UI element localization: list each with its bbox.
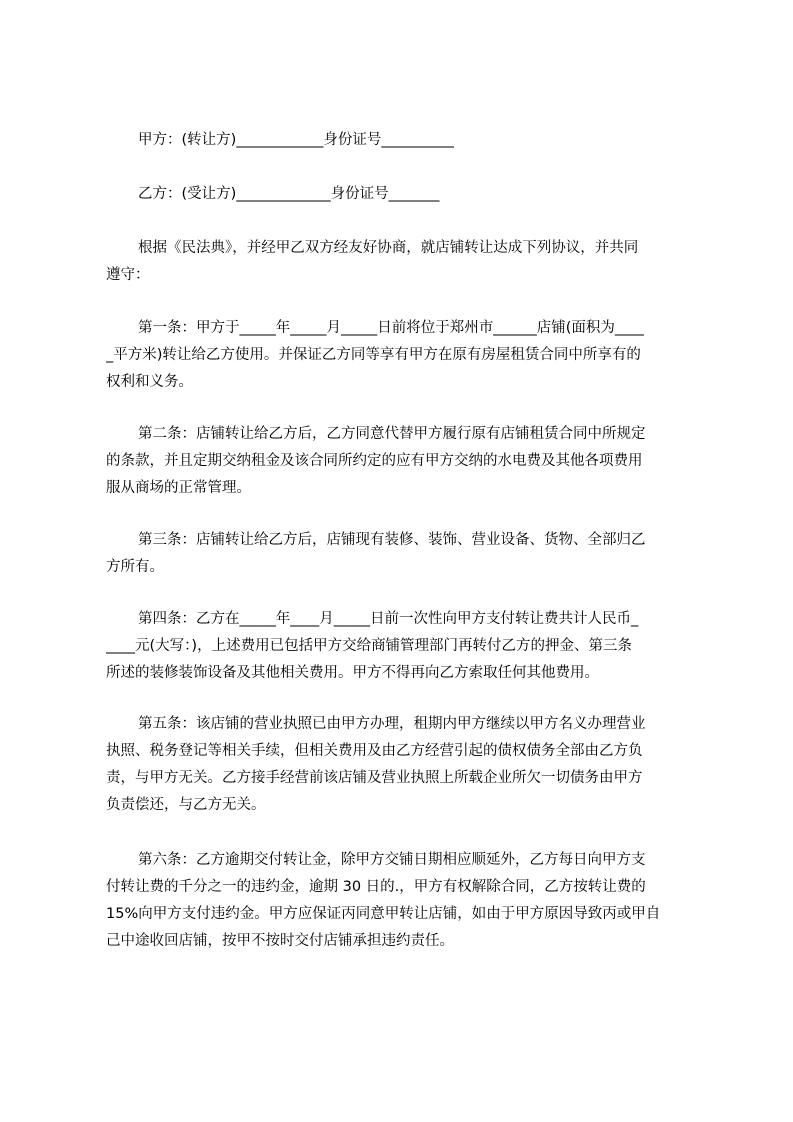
- article-3-line: 第三条：店铺转让给乙方后，店铺现有装修、装饰、营业设备、货物、全部归乙: [138, 532, 646, 548]
- article-4-line: ____元(大写：)，上述费用已包括甲方交给商铺管理部门再转付乙方的押金、第三条: [106, 638, 633, 654]
- article-5-line: 执照、税务登记等相关手续，但相关费用及由乙方经营引起的债权债务全部由乙方负: [106, 743, 643, 759]
- article-1-line: 第一条：甲方于_____年_____月_____日前将位于郑州市______店铺(面积为____: [138, 320, 644, 336]
- article-5-line: 责，与甲方无关。乙方接手经营前该店铺及营业执照上所载企业所欠一切债务由甲方: [106, 770, 643, 786]
- article-1-line: _平方米)转让给乙方使用。并保证乙方同等享有甲方在原有房屋租赁合同中所享有的: [106, 347, 641, 363]
- party-a-line: [106, 127, 702, 154]
- party-a-text: 甲方：(转让方)____________身份证号__________: [138, 132, 454, 148]
- article-3-paragraph: [106, 527, 702, 581]
- article-4-paragraph: [106, 606, 702, 687]
- article-5-paragraph: [106, 711, 702, 819]
- article-2-line: 服从商场的正常管理。: [106, 480, 251, 496]
- party-b-text: 乙方：(受让方)_____________身份证号_______: [138, 186, 440, 202]
- article-6-paragraph: [106, 847, 702, 955]
- preamble-line: 遵守：: [106, 267, 150, 283]
- article-5-line: 负责偿还，与乙方无关。: [106, 797, 266, 813]
- article-6-line: 第六条：乙方逾期交付转让金，除甲方交铺日期相应顺延外，乙方每日向甲方支: [138, 852, 646, 868]
- article-2-paragraph: [106, 421, 702, 502]
- article-4-line: 所述的装修装饰设备及其他相关费用。甲方不得再向乙方索取任何其他费用。: [106, 665, 599, 681]
- article-6-line: 付转让费的千分之一的违约金，逾期 30 日的.，甲方有权解除合同，乙方按转让费的: [106, 879, 646, 895]
- article-6-line: 己中途收回店铺，按甲不按时交付店铺承担违约责任。: [106, 933, 454, 949]
- article-2-line: 的条款，并且定期交纳租金及该合同所约定的应有甲方交纳的水电费及其他各项费用: [106, 453, 643, 469]
- party-b-line: [106, 181, 702, 208]
- article-6-line: 15%向甲方支付违约金。甲方应保证丙同意甲转让店铺，如由于甲方原因导致丙或甲自: [106, 906, 661, 922]
- article-1-line: 权利和义务。: [106, 374, 193, 390]
- article-2-line: 第二条：店铺转让给乙方后，乙方同意代替甲方履行原有店铺租赁合同中所规定: [138, 426, 646, 442]
- article-3-line: 方所有。: [106, 559, 164, 575]
- preamble-line: 根据《民法典》，并经甲乙双方经友好协商，就店铺转让达成下列协议，并共同: [138, 240, 639, 256]
- preamble-paragraph: [106, 235, 702, 289]
- article-5-line: 第五条：该店铺的营业执照已由甲方办理，租期内甲方继续以甲方名义办理营业: [138, 716, 646, 732]
- article-1-paragraph: [106, 315, 702, 396]
- article-4-line: 第四条：乙方在_____年____月_____日前一次性向甲方支付转让费共计人民币_: [138, 611, 639, 627]
